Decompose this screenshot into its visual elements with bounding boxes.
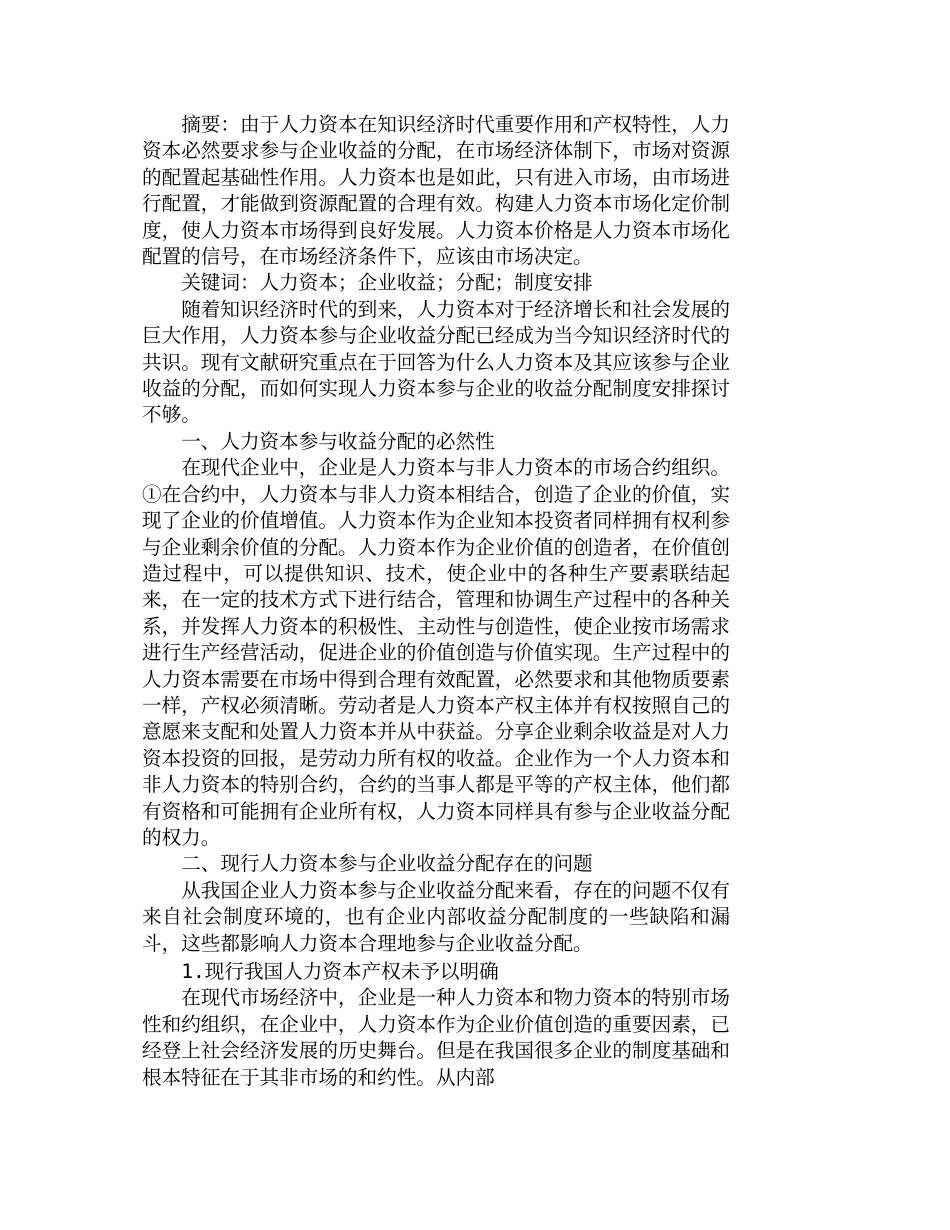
keywords-line: 关键词：人力资本；企业收益；分配；制度安排 xyxy=(181,271,593,295)
section-1 xyxy=(142,429,730,852)
intro-paragraph: 随着知识经济时代的到来，人力资本对于经济增长和社会发展的巨大作用，人力资本参与企业收益分配已经成为当今知识经济时代的共识。现有文献研究重点在于回答为什么人力资本及其应该参与企业收益的分配，而如何实现人力资本参与企业的收益分配制度安排探讨不够。 xyxy=(142,297,730,427)
section-2 xyxy=(142,851,730,1091)
subsection-2-1-heading: 1.现行我国人力资本产权未予以明确 xyxy=(181,960,499,983)
subsection-2-1 xyxy=(142,959,730,1091)
section-1-paragraph: 在现代企业中，企业是人力资本与非人力资本的市场合约组织。①在合约中，人力资本与非人力资本相结合，创造了企业的价值，实现了企业的价值增值。人力资本作为企业知本投资者同样拥有权利参与企业剩余价值的分配。人力资本作为企业价值的创造者，在价值创造过程中，可以提供知识、技术，使企业中的各种生产要素联结起来，在一定的技术方式下进行结合，管理和协调生产过程中的各种关系，并发挥人力资本的积极性、主动性与创造性，使企业按市场需求进行生产经营活动，促进企业的价值创造与价值实现。生产过程中的人力资本需要在市场中得到合理有效配置，必然要求和其他物质要素一样，产权必须清晰。劳动者是人力资本产权主体并有权按照自己的意愿来支配和处置人力资本并从中获益。分享企业剩余收益是对人力资本投资的回报，是劳动力所有权的收益。企业作为一个人力资本和非人力资本的特别合约，合约的当事人都是平等的产权主体，他们都有资格和可能拥有企业所有权，人力资本同样具有参与企业收益分配的权力。 xyxy=(142,456,730,849)
document-page xyxy=(142,112,730,1091)
abstract-paragraph: 摘要：由于人力资本在知识经济时代重要作用和产权特性，人力资本必然要求参与企业收益的分配，在市场经济体制下，市场对资源的配置起基础性作用。人力资本也是如此，只有进入市场，由市场进行配置，才能做到资源配置的合理有效。构建人力资本市场化定价制度，使人力资本市场得到良好发展。人力资本价格是人力资本市场化配置的信号，在市场经济条件下，应该由市场决定。 xyxy=(142,113,730,269)
subsection-2-1-paragraph: 在现代市场经济中，企业是一种人力资本和物力资本的特别市场性和约组织，在企业中，人力资本作为企业价值创造的重要因素，已经登上社会经济发展的历史舞台。但是在我国很多企业的制度基础和根本特征在于其非市场的和约性。从内部 xyxy=(142,986,730,1089)
section-2-heading: 二、现行人力资本参与企业收益分配存在的问题 xyxy=(181,852,593,876)
section-1-heading: 一、人力资本参与收益分配的必然性 xyxy=(181,429,495,453)
section-2-paragraph: 从我国企业人力资本参与企业收益分配来看，存在的问题不仅有来自社会制度环境的，也有企业内部收益分配制度的一些缺陷和漏斗，这些都影响人力资本合理地参与企业收益分配。 xyxy=(142,878,730,955)
